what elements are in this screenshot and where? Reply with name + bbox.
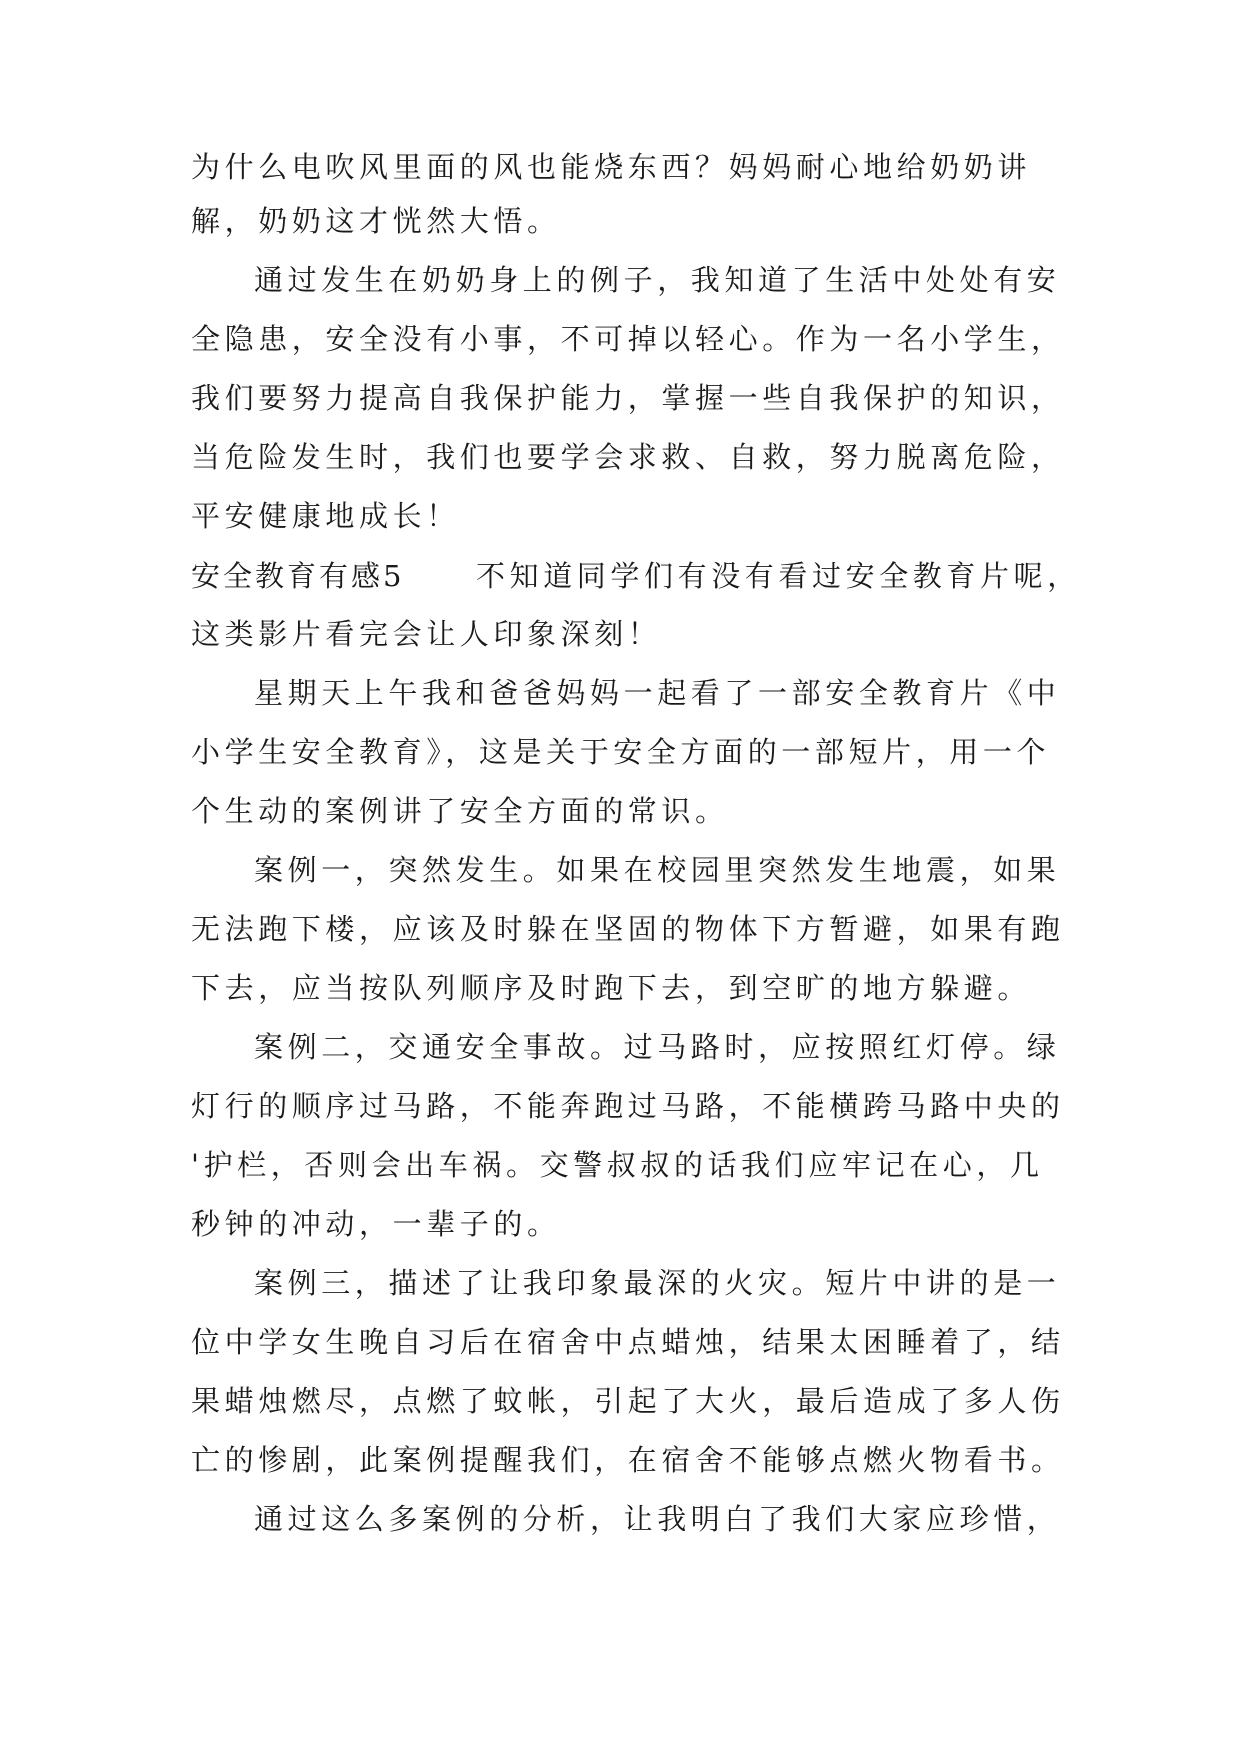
text-line: 这类影片看完会让人印象深刻！ <box>191 617 662 651</box>
paragraph-start-line: 星期天上午我和爸爸妈妈一起看了一部安全教育片《中 <box>254 676 1061 710</box>
section-title: 安全教育有感5 <box>191 559 405 593</box>
text-line: 我们要努力提高自我保护能力，掌握一些自我保护的知识， <box>191 381 1065 415</box>
text-line: 解，奶奶这才恍然大悟。 <box>191 204 561 238</box>
paragraph-start-line: 案例一，突然发生。如果在校园里突然发生地震，如果 <box>254 853 1061 887</box>
text-line: '护栏，否则会出车祸。交警叔叔的话我们应牢记在心，几 <box>191 1148 1044 1182</box>
paragraph-start-line: 案例三，描述了让我印象最深的火灾。短片中讲的是一 <box>254 1266 1061 1300</box>
section-heading-line <box>191 556 1081 596</box>
text-line: 灯行的顺序过马路，不能奔跑过马路，不能横跨马路中央的 <box>191 1089 1065 1123</box>
text-line: 小学生安全教育》，这是关于安全方面的一部短片，用一个 <box>191 735 1051 769</box>
text-line: 当危险发生时，我们也要学会求救、自救，努力脱离危险， <box>191 440 1065 474</box>
text-line: 个生动的案例讲了安全方面的常识。 <box>191 794 729 828</box>
text-line: 秒钟的冲动，一辈子的。 <box>191 1207 561 1241</box>
text-line: 无法跑下楼，应该及时躲在坚固的物体下方暂避，如果有跑 <box>191 912 1065 946</box>
text-line: 为什么电吹风里面的风也能烧东西？妈妈耐心地给奶奶讲 <box>191 150 1032 184</box>
text-line: 全隐患，安全没有小事，不可掉以轻心。作为一名小学生， <box>191 322 1065 356</box>
text-line: 平安健康地成长！ <box>191 499 460 533</box>
text-line: 位中学女生晚自习后在宿舍中点蜡烛，结果太困睡着了，结 <box>191 1325 1065 1359</box>
text-line: 果蜡烛燃尽，点燃了蚊帐，引起了大火，最后造成了多人伤 <box>191 1384 1065 1418</box>
text-line: 下去，应当按队列顺序及时跑下去，到空旷的地方躲避。 <box>191 971 1032 1005</box>
paragraph-start-line: 通过发生在奶奶身上的例子，我知道了生活中处处有安 <box>254 263 1061 297</box>
paragraph-start-line: 通过这么多案例的分析，让我明白了我们大家应珍惜， <box>254 1502 1061 1536</box>
section-first-sentence: 不知道同学们有没有看过安全教育片呢， <box>476 559 1081 593</box>
text-line: 亡的惨剧，此案例提醒我们，在宿舍不能够点燃火物看书。 <box>191 1443 1065 1477</box>
paragraph-start-line: 案例二，交通安全事故。过马路时，应按照红灯停。绿 <box>254 1030 1061 1064</box>
